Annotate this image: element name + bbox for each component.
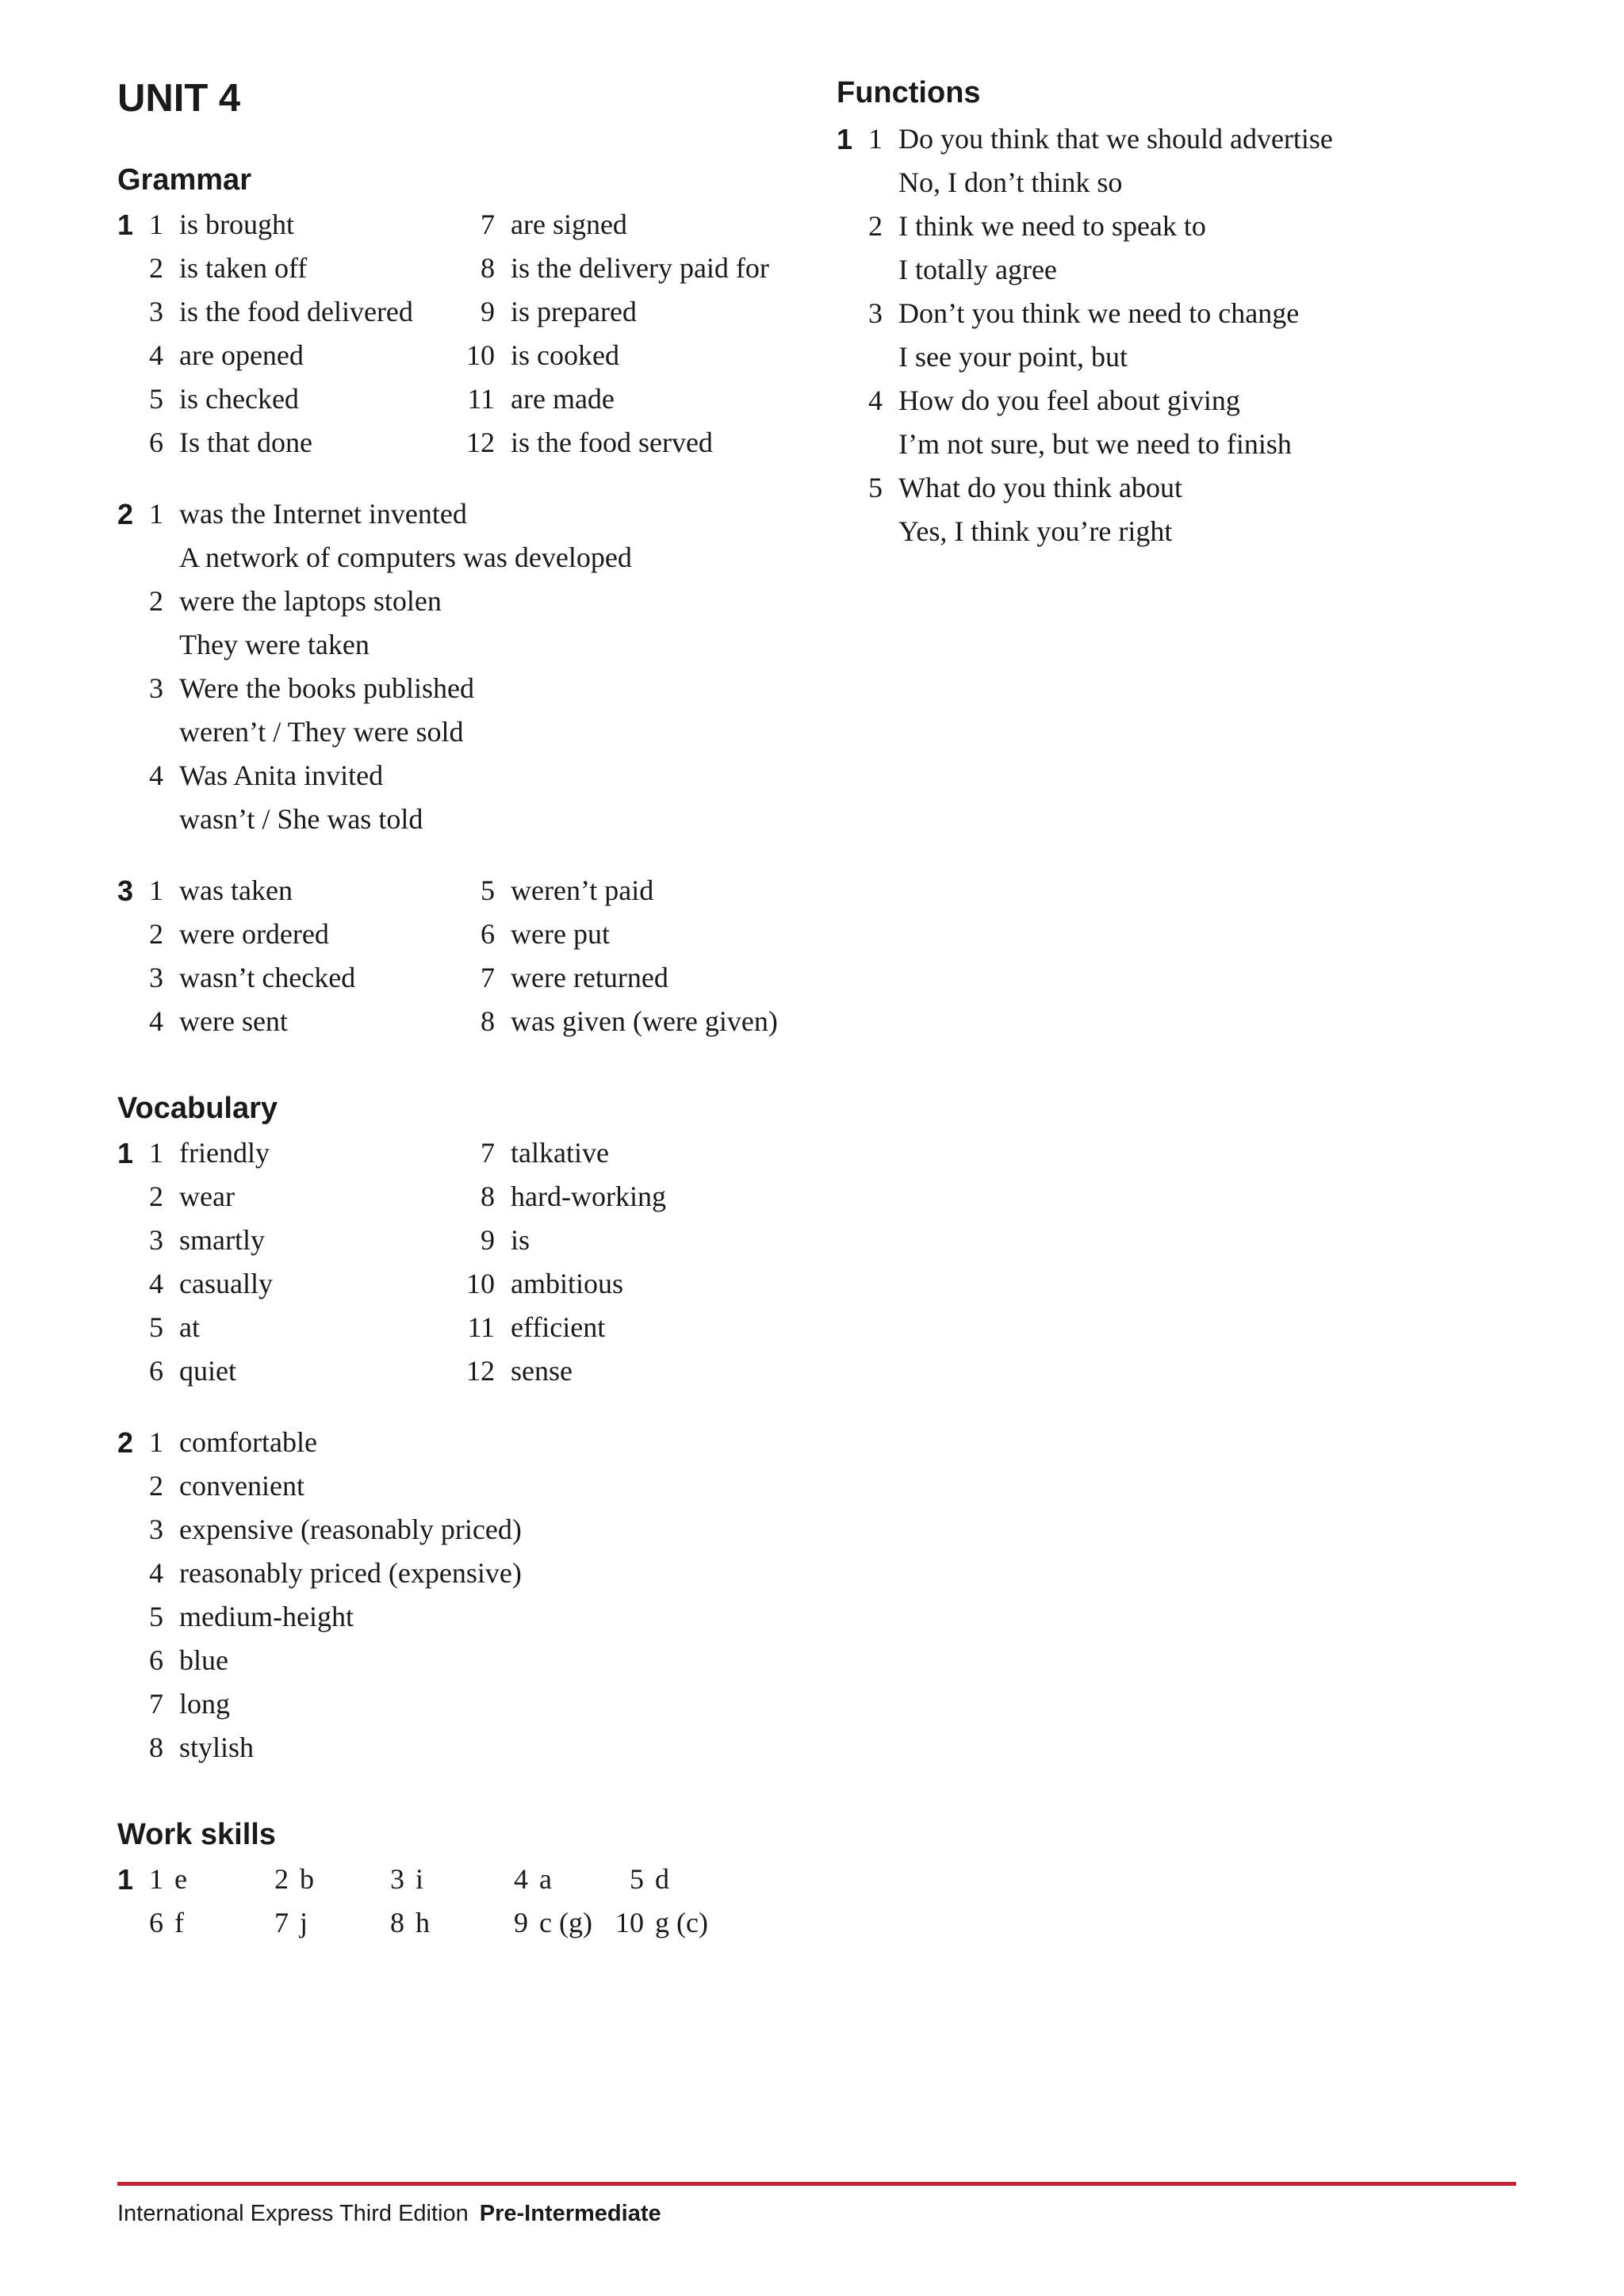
footer-book-title: International Express Third Edition [117,2201,469,2226]
answer-item: 1 friendly [149,1137,270,1169]
exercise-number: 2 [117,1426,134,1459]
answer-item: 3 smartly [149,1224,265,1256]
grammar-exercise-2 [117,492,831,841]
answer-subline: I’m not sure, but we need to finish [898,428,1292,460]
answer-item: 9 c (g) [514,1907,592,1938]
answer-item: 4 Was Anita invited [149,760,384,791]
answer-item: 10 ambitious [466,1268,623,1299]
answer-item: 12 is the food served [466,427,713,458]
answer-item: 7 j [274,1907,308,1938]
answer-item: 4 are opened [149,339,304,371]
answer-subline: No, I don’t think so [898,166,1123,198]
answer-item: 1 was taken [149,874,293,906]
answer-item: 10 is cooked [466,339,619,371]
work-skills-heading: Work skills [117,1818,276,1851]
answer-item: 6 Is that done [149,427,312,458]
footer-rule [117,2182,1516,2186]
answer-item: 3 is the food delivered [149,296,413,327]
answer-item: 1 comfortable [149,1426,317,1458]
answer-item: 6 f [149,1907,184,1938]
answer-item: 5 at [149,1311,200,1343]
answer-item: 5 weren’t paid [481,874,654,906]
answer-item: 1 was the Internet invented [149,498,467,530]
answer-subline: I totally agree [898,254,1057,285]
answer-item: 3 Don’t you think we need to change [868,297,1300,329]
exercise-number: 2 [117,498,134,530]
grammar-exercise-1 [117,203,831,465]
unit-title: UNIT 4 [117,77,241,120]
functions-section [837,70,1550,553]
answer-item: 7 long [149,1688,231,1720]
answer-item: 7 are signed [481,209,627,240]
answer-item: 4 a [514,1863,552,1895]
answer-item: 5 What do you think about [868,472,1182,503]
answer-item: 6 blue [149,1644,228,1676]
vocabulary-exercise-2 [117,1421,831,1770]
answer-item: 1 Do you think that we should advertise [868,123,1333,155]
answer-item: 4 reasonably priced (expensive) [149,1557,522,1589]
answer-item: 8 stylish [149,1732,255,1763]
answer-column-1 [117,203,457,465]
work-skills-section [117,1812,831,1945]
answer-item: 8 is the delivery paid for [481,252,769,284]
answer-item: 11 efficient [467,1311,606,1343]
answer-item: 11 are made [467,383,615,415]
answer-item: 5 medium-height [149,1601,354,1632]
answer-item: 1 is brought [149,209,295,240]
answer-item: 1 e [149,1863,187,1895]
grammar-section [117,157,831,1043]
answer-subline: A network of computers was developed [179,541,632,573]
answer-item: 9 is prepared [481,296,637,327]
answer-item: 2 were ordered [149,918,329,950]
answer-item: 2 were the laptops stolen [149,585,442,617]
answer-item: 3 wasn’t checked [149,962,356,993]
answer-item: 12 sense [466,1355,573,1387]
answer-item: 2 b [274,1863,314,1895]
answer-item: 3 Were the books published [149,672,475,704]
answer-item: 7 talkative [481,1137,609,1169]
vocabulary-heading: Vocabulary [117,1092,278,1125]
answer-item: 7 were returned [481,962,668,993]
left-column [117,70,831,1945]
answer-subline: Yes, I think you’re right [898,515,1173,547]
answer-item: 2 wear [149,1181,235,1212]
answer-subline: They were taken [179,629,370,660]
footer-level: Pre-Intermediate [479,2201,661,2226]
footer [117,2198,661,2229]
right-column [837,70,1550,553]
answer-column-2 [457,869,790,1043]
work-skills-exercise-1 [117,1858,831,1945]
answer-item: 9 is [481,1224,530,1256]
answer-item: 4 How do you feel about giving [868,385,1240,416]
answer-item: 8 h [390,1907,430,1938]
exercise-number: 1 [117,209,134,241]
answer-item: 5 is checked [149,383,299,415]
vocabulary-section [117,1085,831,1770]
exercise-number: 1 [837,123,853,155]
answer-column-2 [457,203,790,465]
answer-item: 3 i [390,1863,424,1895]
answer-item: 6 quiet [149,1355,236,1387]
answer-subline: I see your point, but [898,341,1128,373]
answer-item: 3 expensive (reasonably priced) [149,1513,522,1545]
answer-column-1 [117,1131,457,1393]
grammar-heading: Grammar [117,163,251,197]
answer-column-2 [457,1131,790,1393]
answer-item: 6 were put [481,918,610,950]
answer-item: 8 was given (were given) [481,1005,778,1037]
answer-subline: weren’t / They were sold [179,716,464,748]
answer-subline: wasn’t / She was told [179,803,423,835]
grammar-exercise-3 [117,869,831,1043]
exercise-number: 1 [117,1863,134,1896]
answer-item: 4 casually [149,1268,273,1299]
answer-column-1 [117,869,457,1043]
answer-item: 8 hard-working [481,1181,666,1212]
vocabulary-exercise-1 [117,1131,831,1393]
functions-heading: Functions [837,76,981,109]
answer-item: 10 g (c) [615,1907,708,1938]
exercise-number: 1 [117,1137,134,1169]
answer-item: 4 were sent [149,1005,288,1037]
answer-item: 2 I think we need to speak to [868,210,1206,242]
answer-item: 5 d [630,1863,669,1895]
answer-item: 2 convenient [149,1470,304,1502]
functions-exercise-1 [837,117,1550,553]
exercise-number: 3 [117,874,134,907]
answer-item: 2 is taken off [149,252,308,284]
